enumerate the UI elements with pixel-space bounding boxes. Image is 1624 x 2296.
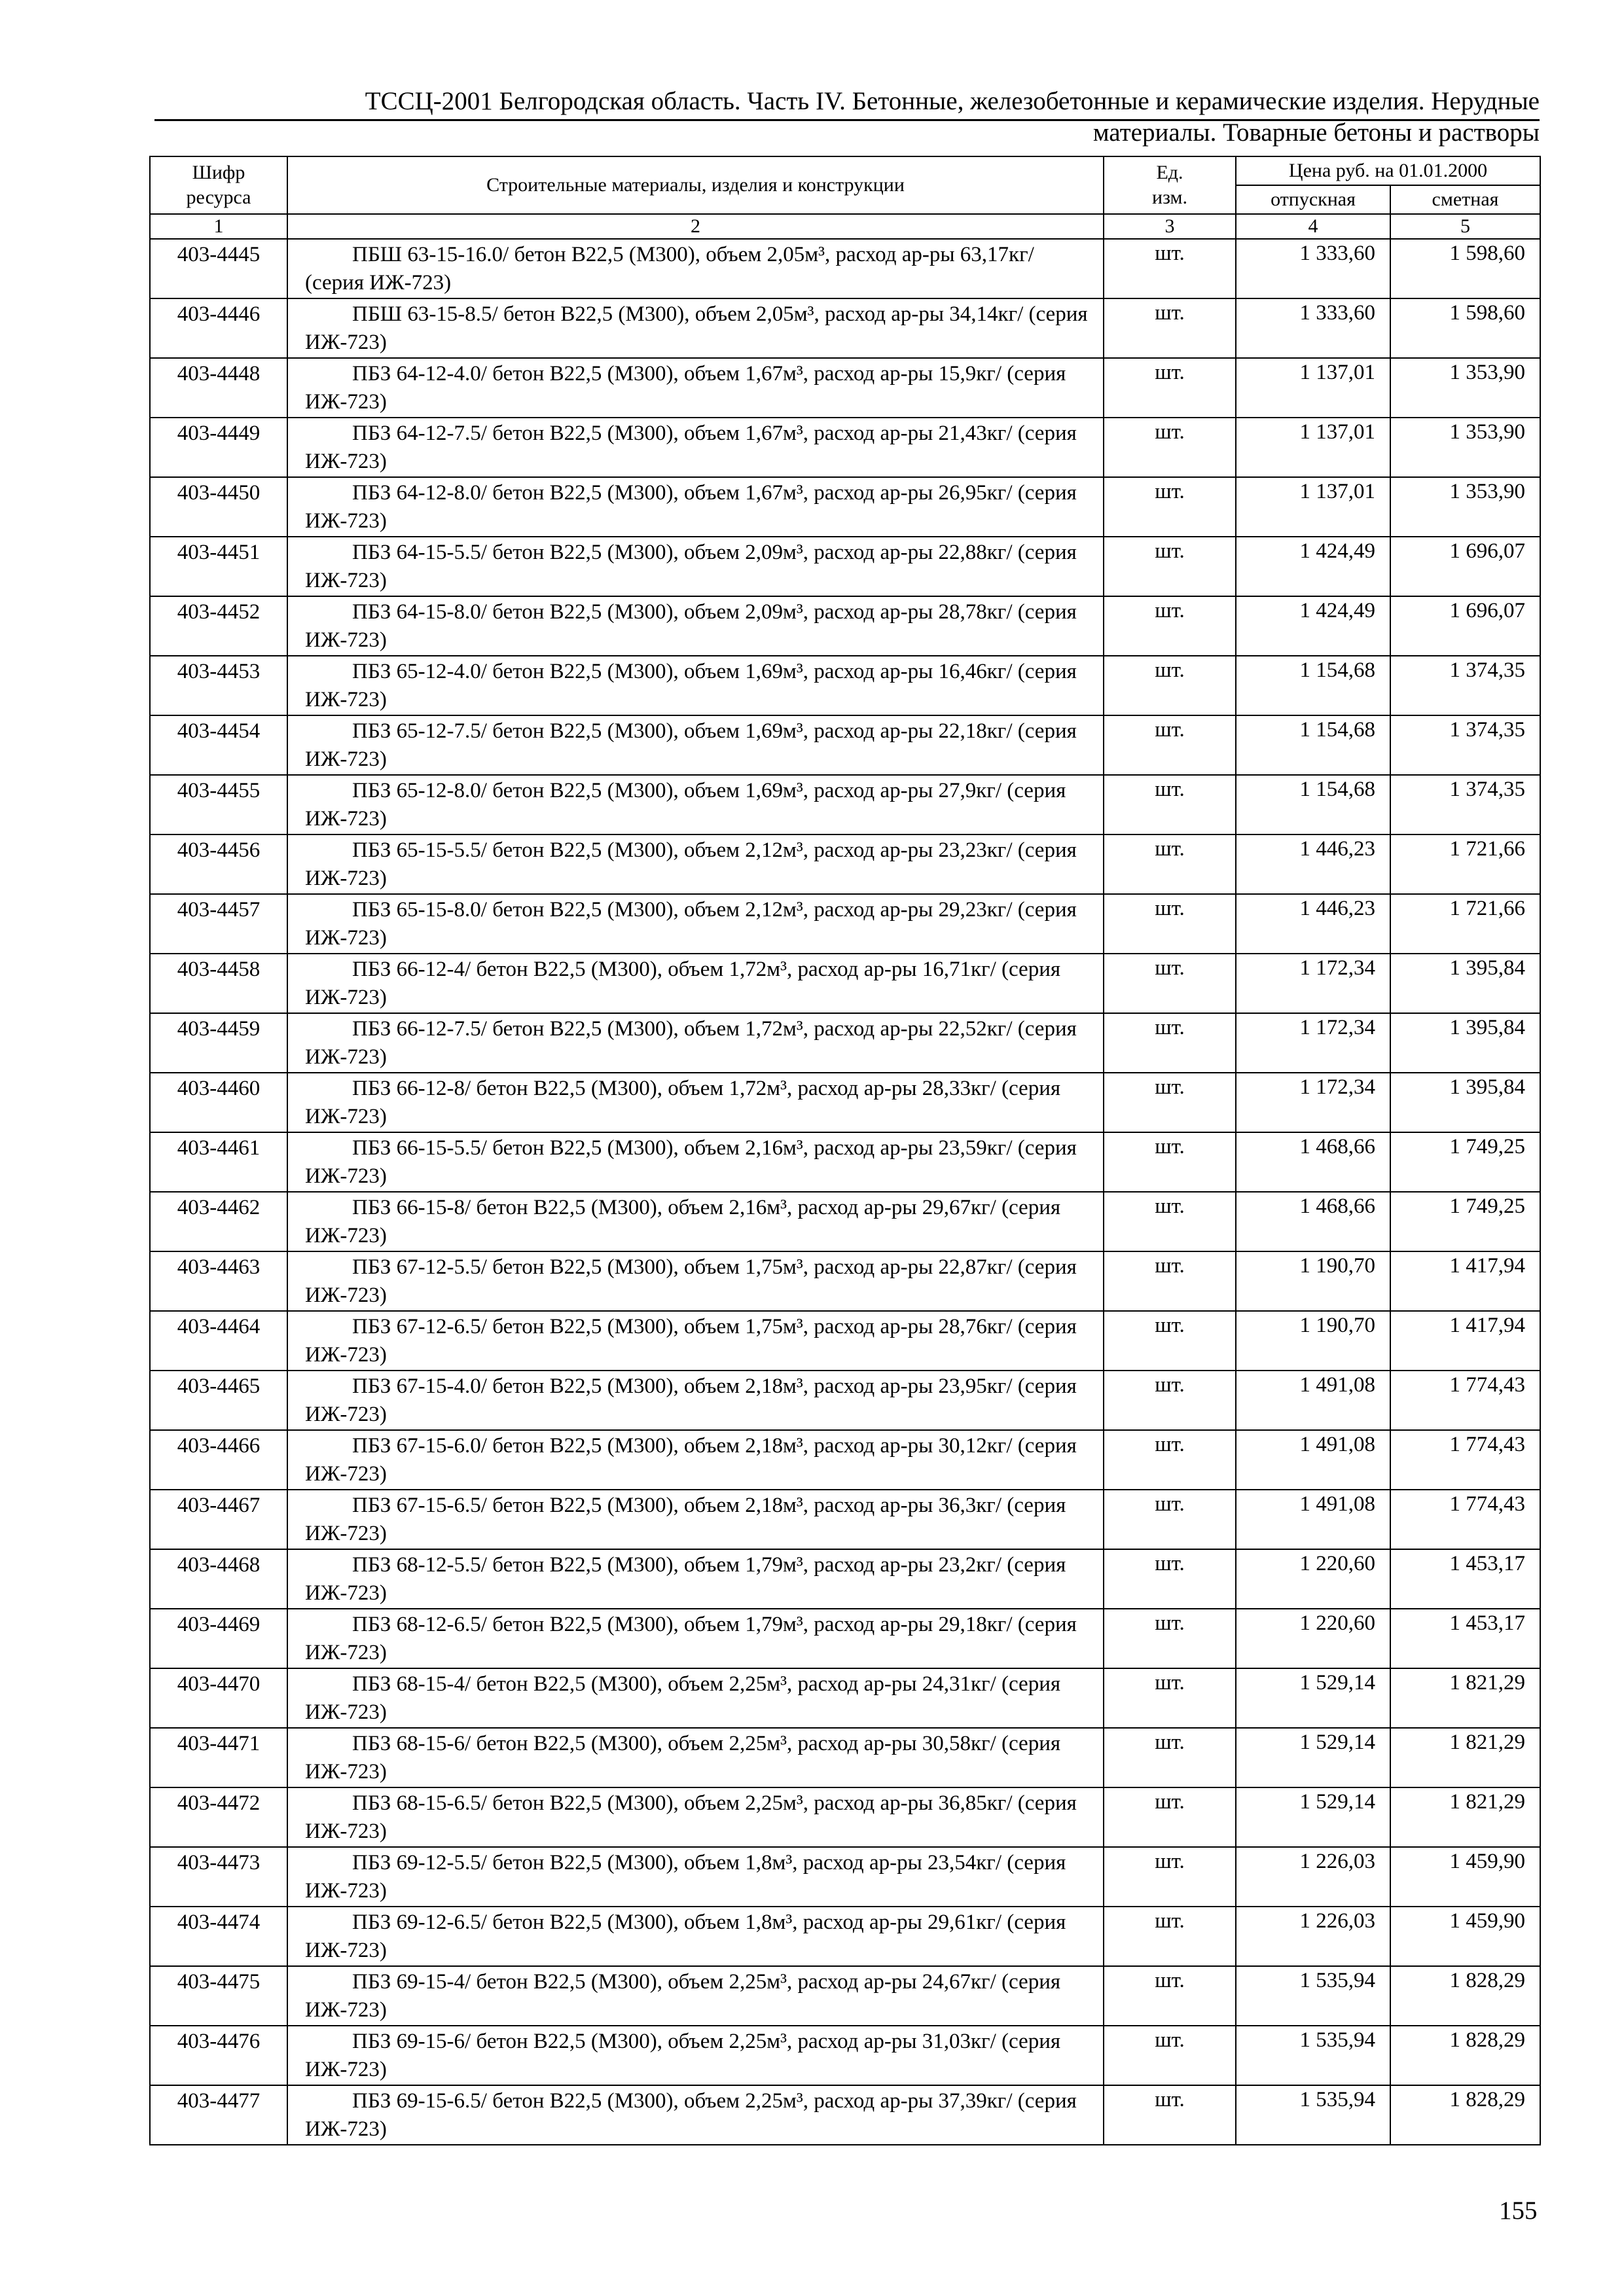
unit-of-measure: шт. xyxy=(1104,2085,1236,2145)
resource-code: 403-4455 xyxy=(150,775,287,834)
header-price-group: Цена руб. на 01.01.2000 xyxy=(1236,156,1540,185)
material-description: ПБЗ 65-15-8.0/ бетон В22,5 (М300), объем 2,12м³, расход ар-ры 29,23кг/ (серия ИЖ-723) xyxy=(287,894,1104,954)
unit-of-measure: шт. xyxy=(1104,1549,1236,1609)
table-row xyxy=(150,894,1540,954)
estimate-price: 1 459,90 xyxy=(1390,1907,1540,1966)
header-materials: Строительные материалы, изделия и конструкции xyxy=(287,156,1104,214)
header-title-line1: ТССЦ-2001 Белгородская область. Часть IV. Бетонные, железобетонные и керамические изделия. Нерудные xyxy=(365,87,1540,115)
resource-code: 403-4454 xyxy=(150,715,287,775)
estimate-price: 1 774,43 xyxy=(1390,1490,1540,1549)
table-row xyxy=(150,1013,1540,1073)
resource-code: 403-4467 xyxy=(150,1490,287,1549)
release-price: 1 468,66 xyxy=(1236,1192,1390,1251)
unit-of-measure: шт. xyxy=(1104,954,1236,1013)
resource-code: 403-4456 xyxy=(150,834,287,894)
table-row xyxy=(150,775,1540,834)
estimate-price: 1 774,43 xyxy=(1390,1430,1540,1490)
unit-of-measure: шт. xyxy=(1104,537,1236,596)
resource-code: 403-4465 xyxy=(150,1371,287,1430)
table-row xyxy=(150,834,1540,894)
unit-of-measure: шт. xyxy=(1104,2026,1236,2085)
table-row xyxy=(150,1311,1540,1371)
release-price: 1 220,60 xyxy=(1236,1609,1390,1668)
estimate-price: 1 821,29 xyxy=(1390,1728,1540,1787)
release-price: 1 137,01 xyxy=(1236,477,1390,537)
resource-code: 403-4448 xyxy=(150,358,287,418)
estimate-price: 1 821,29 xyxy=(1390,1787,1540,1847)
header-code-line2: ресурса xyxy=(186,187,251,208)
table-row xyxy=(150,1490,1540,1549)
resource-code: 403-4463 xyxy=(150,1251,287,1311)
unit-of-measure: шт. xyxy=(1104,1251,1236,1311)
unit-of-measure: шт. xyxy=(1104,477,1236,537)
resource-code: 403-4460 xyxy=(150,1073,287,1132)
release-price: 1 333,60 xyxy=(1236,239,1390,298)
estimate-price: 1 696,07 xyxy=(1390,596,1540,656)
table-row xyxy=(150,1430,1540,1490)
release-price: 1 226,03 xyxy=(1236,1907,1390,1966)
header-release-price: отпускная xyxy=(1236,185,1390,214)
material-description: ПБЗ 65-15-5.5/ бетон В22,5 (М300), объем 2,12м³, расход ар-ры 23,23кг/ (серия ИЖ-723) xyxy=(287,834,1104,894)
resource-code: 403-4470 xyxy=(150,1668,287,1728)
table-row xyxy=(150,1192,1540,1251)
header-title-line2-wrap xyxy=(982,115,1540,151)
table-row xyxy=(150,596,1540,656)
material-description: ПБЗ 69-15-6.5/ бетон В22,5 (М300), объем 2,25м³, расход ар-ры 37,39кг/ (серия ИЖ-723) xyxy=(287,2085,1104,2145)
material-description: ПБЗ 64-12-7.5/ бетон В22,5 (М300), объем 1,67м³, расход ар-ры 21,43кг/ (серия ИЖ-723) xyxy=(287,418,1104,477)
resource-code: 403-4459 xyxy=(150,1013,287,1073)
unit-of-measure: шт. xyxy=(1104,656,1236,715)
material-description: ПБЗ 68-12-5.5/ бетон В22,5 (М300), объем 1,79м³, расход ар-ры 23,2кг/ (серия ИЖ-723) xyxy=(287,1549,1104,1609)
release-price: 1 190,70 xyxy=(1236,1311,1390,1371)
header-unit-line1: Ед. xyxy=(1156,162,1183,183)
release-price: 1 529,14 xyxy=(1236,1728,1390,1787)
material-description: ПБЗ 69-15-4/ бетон В22,5 (М300), объем 2,25м³, расход ар-ры 24,67кг/ (серия ИЖ-723) xyxy=(287,1966,1104,2026)
header-unit-line2: изм. xyxy=(1152,187,1187,208)
table-row xyxy=(150,477,1540,537)
unit-of-measure: шт. xyxy=(1104,358,1236,418)
table-row xyxy=(150,1668,1540,1728)
material-description: ПБЗ 67-12-6.5/ бетон В22,5 (М300), объем 1,75м³, расход ар-ры 28,76кг/ (серия ИЖ-723) xyxy=(287,1311,1104,1371)
estimate-price: 1 459,90 xyxy=(1390,1847,1540,1907)
estimate-price: 1 353,90 xyxy=(1390,477,1540,537)
unit-of-measure: шт. xyxy=(1104,1371,1236,1430)
material-description: ПБЗ 65-12-7.5/ бетон В22,5 (М300), объем 1,69м³, расход ар-ры 22,18кг/ (серия ИЖ-723) xyxy=(287,715,1104,775)
release-price: 1 424,49 xyxy=(1236,537,1390,596)
material-description: ПБЗ 65-12-4.0/ бетон В22,5 (М300), объем 1,69м³, расход ар-ры 16,46кг/ (серия ИЖ-723) xyxy=(287,656,1104,715)
table-row xyxy=(150,1787,1540,1847)
release-price: 1 226,03 xyxy=(1236,1847,1390,1907)
unit-of-measure: шт. xyxy=(1104,1073,1236,1132)
estimate-price: 1 598,60 xyxy=(1390,298,1540,358)
material-description: ПБЗ 67-15-6.0/ бетон В22,5 (М300), объем 2,18м³, расход ар-ры 30,12кг/ (серия ИЖ-723) xyxy=(287,1430,1104,1490)
material-description: ПБЗ 69-12-5.5/ бетон В22,5 (М300), объем 1,8м³, расход ар-ры 23,54кг/ (серия ИЖ-723) xyxy=(287,1847,1104,1907)
release-price: 1 468,66 xyxy=(1236,1132,1390,1192)
unit-of-measure: шт. xyxy=(1104,1132,1236,1192)
unit-of-measure: шт. xyxy=(1104,715,1236,775)
header-title-line2: материалы. Товарные бетоны и растворы xyxy=(1092,118,1540,147)
header-estimate-price: сметная xyxy=(1390,185,1540,214)
estimate-price: 1 417,94 xyxy=(1390,1251,1540,1311)
release-price: 1 529,14 xyxy=(1236,1668,1390,1728)
unit-of-measure: шт. xyxy=(1104,1847,1236,1907)
material-description: ПБЗ 68-15-6/ бетон В22,5 (М300), объем 2,25м³, расход ар-ры 30,58кг/ (серия ИЖ-723) xyxy=(287,1728,1104,1787)
release-price: 1 154,68 xyxy=(1236,775,1390,834)
estimate-price: 1 721,66 xyxy=(1390,894,1540,954)
estimate-price: 1 721,66 xyxy=(1390,834,1540,894)
table-row xyxy=(150,1132,1540,1192)
release-price: 1 154,68 xyxy=(1236,656,1390,715)
table-row xyxy=(150,1847,1540,1907)
table-row xyxy=(150,715,1540,775)
material-description: ПБЗ 65-12-8.0/ бетон В22,5 (М300), объем 1,69м³, расход ар-ры 27,9кг/ (серия ИЖ-723) xyxy=(287,775,1104,834)
table-body xyxy=(150,239,1540,2145)
material-description: ПБЗ 66-15-8/ бетон В22,5 (М300), объем 2,16м³, расход ар-ры 29,67кг/ (серия ИЖ-723) xyxy=(287,1192,1104,1251)
material-description: ПБЗ 68-15-4/ бетон В22,5 (М300), объем 2,25м³, расход ар-ры 24,31кг/ (серия ИЖ-723) xyxy=(287,1668,1104,1728)
unit-of-measure: шт. xyxy=(1104,1966,1236,2026)
unit-of-measure: шт. xyxy=(1104,834,1236,894)
column-number: 5 xyxy=(1390,214,1540,239)
header-code xyxy=(150,156,287,214)
resource-code: 403-4475 xyxy=(150,1966,287,2026)
material-description: ПБЗ 64-15-8.0/ бетон В22,5 (М300), объем 2,09м³, расход ар-ры 28,78кг/ (серия ИЖ-723) xyxy=(287,596,1104,656)
release-price: 1 491,08 xyxy=(1236,1430,1390,1490)
estimate-price: 1 828,29 xyxy=(1390,1966,1540,2026)
resource-code: 403-4468 xyxy=(150,1549,287,1609)
estimate-price: 1 353,90 xyxy=(1390,358,1540,418)
table-row xyxy=(150,1907,1540,1966)
material-description: ПБЗ 66-15-5.5/ бетон В22,5 (М300), объем 2,16м³, расход ар-ры 23,59кг/ (серия ИЖ-723) xyxy=(287,1132,1104,1192)
material-description: ПБШ 63-15-8.5/ бетон В22,5 (М300), объем 2,05м³, расход ар-ры 34,14кг/ (серия ИЖ-723) xyxy=(287,298,1104,358)
unit-of-measure: шт. xyxy=(1104,418,1236,477)
resource-code: 403-4461 xyxy=(150,1132,287,1192)
material-description: ПБЗ 68-15-6.5/ бетон В22,5 (М300), объем 2,25м³, расход ар-ры 36,85кг/ (серия ИЖ-723) xyxy=(287,1787,1104,1847)
estimate-price: 1 749,25 xyxy=(1390,1192,1540,1251)
release-price: 1 491,08 xyxy=(1236,1371,1390,1430)
unit-of-measure: шт. xyxy=(1104,596,1236,656)
release-price: 1 529,14 xyxy=(1236,1787,1390,1847)
release-price: 1 154,68 xyxy=(1236,715,1390,775)
resource-code: 403-4446 xyxy=(150,298,287,358)
release-price: 1 137,01 xyxy=(1236,358,1390,418)
estimate-price: 1 828,29 xyxy=(1390,2085,1540,2145)
table-row xyxy=(150,239,1540,298)
table-row xyxy=(150,2085,1540,2145)
release-price: 1 446,23 xyxy=(1236,834,1390,894)
column-number: 3 xyxy=(1104,214,1236,239)
estimate-price: 1 353,90 xyxy=(1390,418,1540,477)
resource-code: 403-4453 xyxy=(150,656,287,715)
estimate-price: 1 821,29 xyxy=(1390,1668,1540,1728)
resource-code: 403-4452 xyxy=(150,596,287,656)
release-price: 1 333,60 xyxy=(1236,298,1390,358)
resource-code: 403-4457 xyxy=(150,894,287,954)
material-description: ПБЗ 67-15-6.5/ бетон В22,5 (М300), объем 2,18м³, расход ар-ры 36,3кг/ (серия ИЖ-723) xyxy=(287,1490,1104,1549)
release-price: 1 220,60 xyxy=(1236,1549,1390,1609)
estimate-price: 1 374,35 xyxy=(1390,775,1540,834)
release-price: 1 137,01 xyxy=(1236,418,1390,477)
resource-code: 403-4458 xyxy=(150,954,287,1013)
table-row xyxy=(150,1728,1540,1787)
material-description: ПБЗ 69-15-6/ бетон В22,5 (М300), объем 2,25м³, расход ар-ры 31,03кг/ (серия ИЖ-723) xyxy=(287,2026,1104,2085)
material-description: ПБШ 63-15-16.0/ бетон В22,5 (М300), объем 2,05м³, расход ар-ры 63,17кг/ (серия ИЖ-723) xyxy=(287,239,1104,298)
estimate-price: 1 417,94 xyxy=(1390,1311,1540,1371)
resource-code: 403-4462 xyxy=(150,1192,287,1251)
resource-code: 403-4472 xyxy=(150,1787,287,1847)
resource-code: 403-4477 xyxy=(150,2085,287,2145)
material-description: ПБЗ 66-12-7.5/ бетон В22,5 (М300), объем 1,72м³, расход ар-ры 22,52кг/ (серия ИЖ-723) xyxy=(287,1013,1104,1073)
price-table xyxy=(149,156,1541,2145)
resource-code: 403-4450 xyxy=(150,477,287,537)
unit-of-measure: шт. xyxy=(1104,1490,1236,1549)
resource-code: 403-4449 xyxy=(150,418,287,477)
release-price: 1 491,08 xyxy=(1236,1490,1390,1549)
estimate-price: 1 395,84 xyxy=(1390,1013,1540,1073)
resource-code: 403-4476 xyxy=(150,2026,287,2085)
material-description: ПБЗ 69-12-6.5/ бетон В22,5 (М300), объем 1,8м³, расход ар-ры 29,61кг/ (серия ИЖ-723) xyxy=(287,1907,1104,1966)
unit-of-measure: шт. xyxy=(1104,239,1236,298)
material-description: ПБЗ 64-12-8.0/ бетон В22,5 (М300), объем 1,67м³, расход ар-ры 26,95кг/ (серия ИЖ-723) xyxy=(287,477,1104,537)
release-price: 1 535,94 xyxy=(1236,1966,1390,2026)
unit-of-measure: шт. xyxy=(1104,1609,1236,1668)
table-row xyxy=(150,537,1540,596)
release-price: 1 190,70 xyxy=(1236,1251,1390,1311)
estimate-price: 1 598,60 xyxy=(1390,239,1540,298)
table-row xyxy=(150,358,1540,418)
table-row xyxy=(150,1251,1540,1311)
resource-code: 403-4466 xyxy=(150,1430,287,1490)
unit-of-measure: шт. xyxy=(1104,775,1236,834)
table-row xyxy=(150,1966,1540,2026)
estimate-price: 1 453,17 xyxy=(1390,1609,1540,1668)
release-price: 1 535,94 xyxy=(1236,2085,1390,2145)
table-row xyxy=(150,954,1540,1013)
table-row xyxy=(150,298,1540,358)
estimate-price: 1 696,07 xyxy=(1390,537,1540,596)
release-price: 1 172,34 xyxy=(1236,954,1390,1013)
unit-of-measure: шт. xyxy=(1104,1907,1236,1966)
table-row xyxy=(150,2026,1540,2085)
page-number: 155 xyxy=(1499,2197,1538,2225)
unit-of-measure: шт. xyxy=(1104,1192,1236,1251)
material-description: ПБЗ 67-15-4.0/ бетон В22,5 (М300), объем 2,18м³, расход ар-ры 23,95кг/ (серия ИЖ-723) xyxy=(287,1371,1104,1430)
estimate-price: 1 749,25 xyxy=(1390,1132,1540,1192)
estimate-price: 1 374,35 xyxy=(1390,656,1540,715)
column-number: 4 xyxy=(1236,214,1390,239)
resource-code: 403-4451 xyxy=(150,537,287,596)
resource-code: 403-4469 xyxy=(150,1609,287,1668)
unit-of-measure: шт. xyxy=(1104,298,1236,358)
column-numbers-row xyxy=(150,214,1540,239)
estimate-price: 1 395,84 xyxy=(1390,954,1540,1013)
material-description: ПБЗ 66-12-4/ бетон В22,5 (М300), объем 1,72м³, расход ар-ры 16,71кг/ (серия ИЖ-723) xyxy=(287,954,1104,1013)
header-code-line1: Шифр xyxy=(192,162,245,183)
release-price: 1 446,23 xyxy=(1236,894,1390,954)
header-unit xyxy=(1104,156,1236,214)
release-price: 1 535,94 xyxy=(1236,2026,1390,2085)
release-price: 1 424,49 xyxy=(1236,596,1390,656)
resource-code: 403-4474 xyxy=(150,1907,287,1966)
estimate-price: 1 453,17 xyxy=(1390,1549,1540,1609)
table-row xyxy=(150,1549,1540,1609)
material-description: ПБЗ 67-12-5.5/ бетон В22,5 (М300), объем 1,75м³, расход ар-ры 22,87кг/ (серия ИЖ-723) xyxy=(287,1251,1104,1311)
resource-code: 403-4471 xyxy=(150,1728,287,1787)
estimate-price: 1 395,84 xyxy=(1390,1073,1540,1132)
table-row xyxy=(150,1609,1540,1668)
material-description: ПБЗ 64-12-4.0/ бетон В22,5 (М300), объем 1,67м³, расход ар-ры 15,9кг/ (серия ИЖ-723) xyxy=(287,358,1104,418)
material-description: ПБЗ 66-12-8/ бетон В22,5 (М300), объем 1,72м³, расход ар-ры 28,33кг/ (серия ИЖ-723) xyxy=(287,1073,1104,1132)
column-number: 2 xyxy=(287,214,1104,239)
table-row xyxy=(150,418,1540,477)
unit-of-measure: шт. xyxy=(1104,1311,1236,1371)
unit-of-measure: шт. xyxy=(1104,1430,1236,1490)
material-description: ПБЗ 68-12-6.5/ бетон В22,5 (М300), объем 1,79м³, расход ар-ры 29,18кг/ (серия ИЖ-723) xyxy=(287,1609,1104,1668)
release-price: 1 172,34 xyxy=(1236,1073,1390,1132)
release-price: 1 172,34 xyxy=(1236,1013,1390,1073)
column-number: 1 xyxy=(150,214,287,239)
unit-of-measure: шт. xyxy=(1104,894,1236,954)
unit-of-measure: шт. xyxy=(1104,1728,1236,1787)
table-row xyxy=(150,1073,1540,1132)
unit-of-measure: шт. xyxy=(1104,1013,1236,1073)
material-description: ПБЗ 64-15-5.5/ бетон В22,5 (М300), объем 2,09м³, расход ар-ры 22,88кг/ (серия ИЖ-723) xyxy=(287,537,1104,596)
resource-code: 403-4445 xyxy=(150,239,287,298)
estimate-price: 1 374,35 xyxy=(1390,715,1540,775)
unit-of-measure: шт. xyxy=(1104,1668,1236,1728)
table-row xyxy=(150,656,1540,715)
table-row xyxy=(150,1371,1540,1430)
estimate-price: 1 828,29 xyxy=(1390,2026,1540,2085)
estimate-price: 1 774,43 xyxy=(1390,1371,1540,1430)
resource-code: 403-4464 xyxy=(150,1311,287,1371)
unit-of-measure: шт. xyxy=(1104,1787,1236,1847)
resource-code: 403-4473 xyxy=(150,1847,287,1907)
